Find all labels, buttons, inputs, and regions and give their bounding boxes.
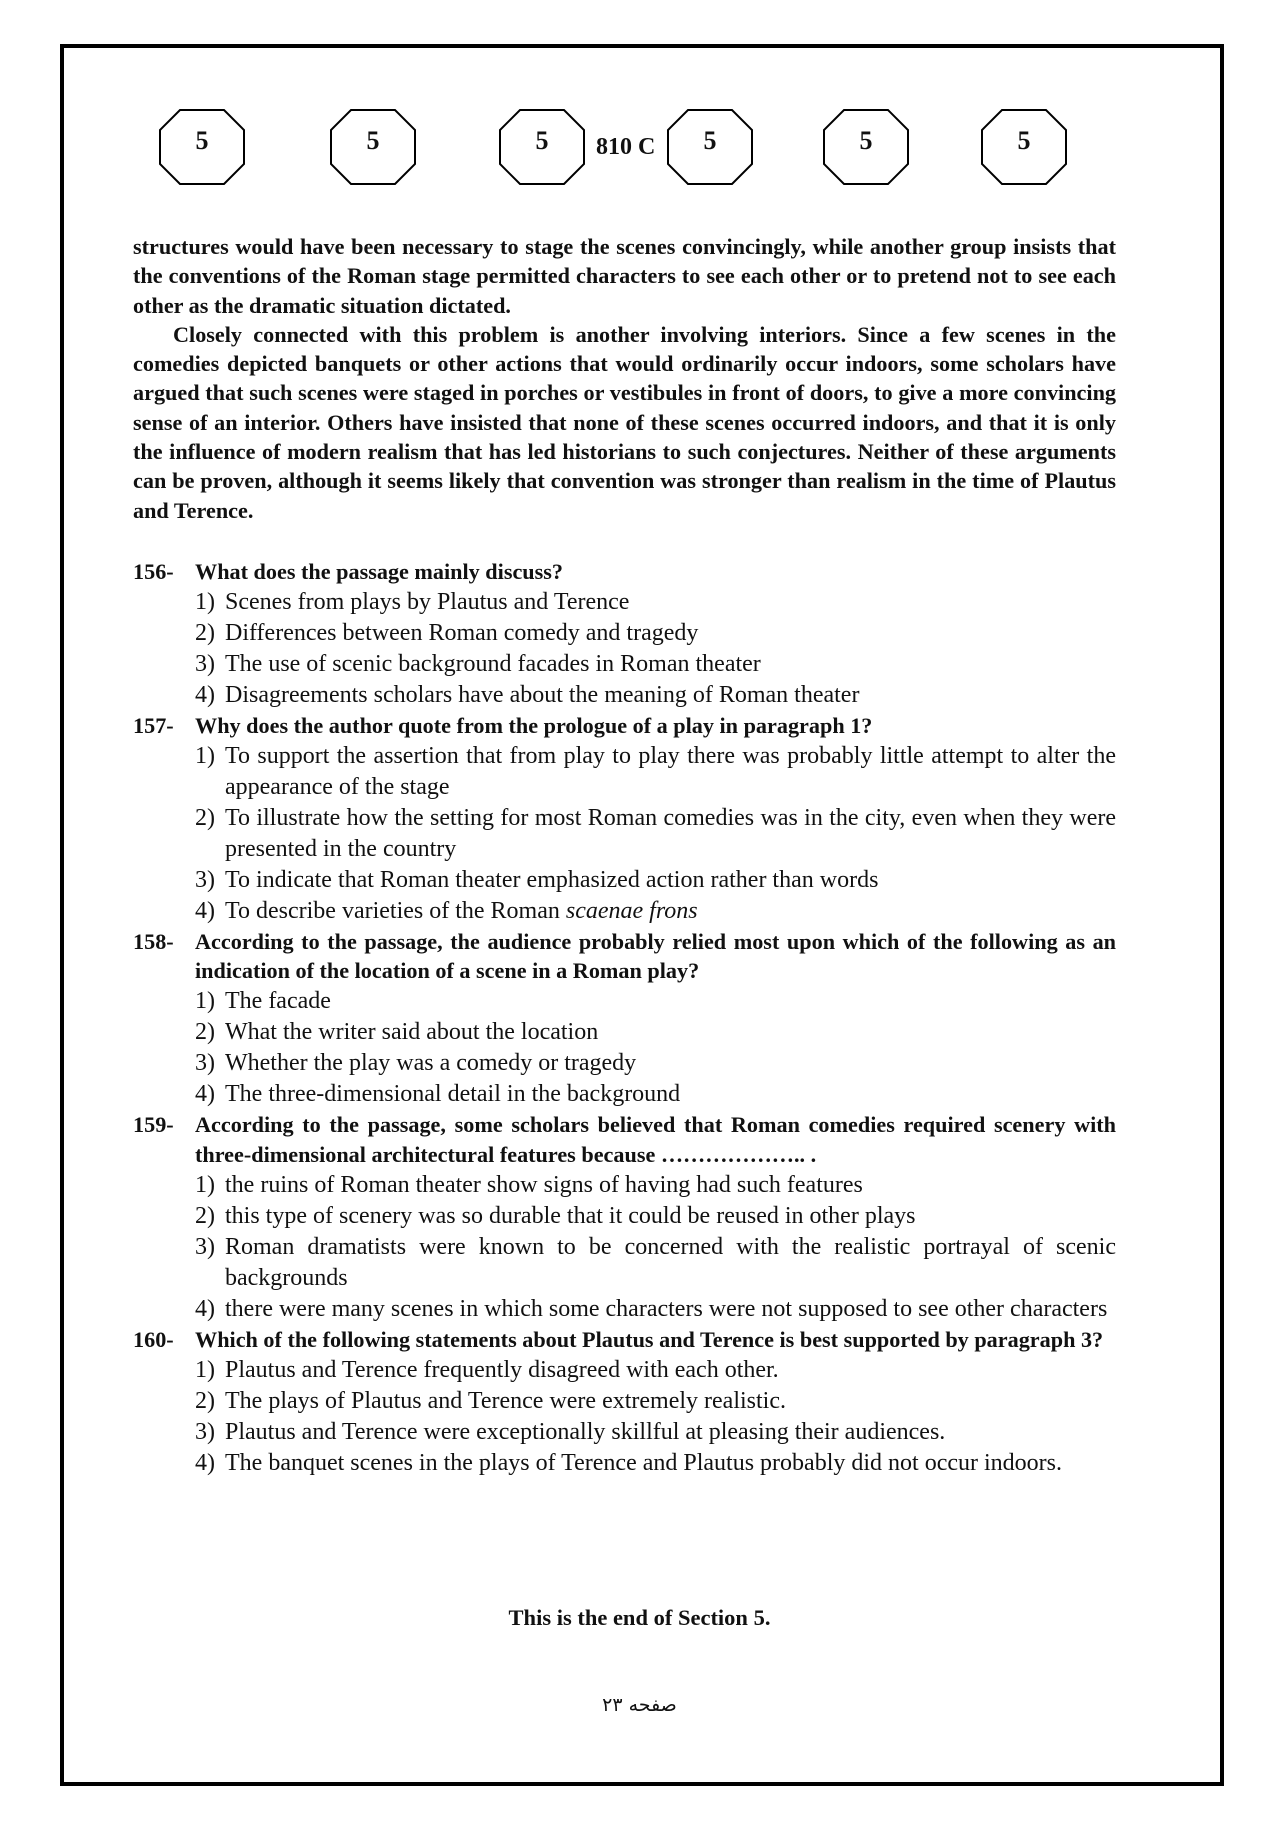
italic-term: scaenae frons <box>565 897 698 924</box>
answer-option[interactable]: 3) Roman dramatists were known to be concerned with the realistic portrayal of scenic backgrounds <box>195 1233 1116 1291</box>
answer-option[interactable]: 4) The three-dimensional detail in the background <box>195 1081 681 1108</box>
question-stem: Which of the following statements about Plautus and Terence is best supported by paragraph 3? <box>195 1326 1104 1352</box>
answer-option[interactable]: 1) To support the assertion that from play to play there was probably little attempt to alter the appearance of the stage <box>195 742 1116 800</box>
section-end-note: This is the end of Section 5. <box>508 1605 771 1630</box>
section-badges <box>0 0 1279 200</box>
answer-option[interactable]: 3) Plautus and Terence were exceptionally skillful at pleasing their audiences. <box>195 1418 946 1445</box>
answer-option[interactable]: 1) The facade <box>195 988 331 1015</box>
booklet-code: 810 C <box>596 134 656 160</box>
answer-option[interactable]: 4) To describe varieties of the Roman scaenae frons <box>195 897 698 924</box>
page-number: صفحه ۲۳ <box>602 1694 677 1716</box>
answer-option[interactable]: 3) To indicate that Roman theater emphasized action rather than words <box>195 866 879 893</box>
question-number: 157- <box>133 712 174 738</box>
answer-option[interactable]: 1) the ruins of Roman theater show signs of having had such features <box>195 1171 863 1198</box>
answer-option[interactable]: 4) The banquet scenes in the plays of Terence and Plautus probably did not occur indoors. <box>195 1449 1062 1476</box>
question-156 <box>133 557 1116 711</box>
answer-option[interactable]: 4) there were many scenes in which some characters were not supposed to see other characters <box>195 1295 1108 1322</box>
section-badge <box>158 108 246 186</box>
answer-option[interactable]: 2) What the writer said about the location <box>195 1019 599 1046</box>
badge-number: 5 <box>195 126 209 155</box>
answer-option[interactable]: 1) Scenes from plays by Plautus and Terence <box>195 588 630 615</box>
answer-option[interactable]: 2) To illustrate how the setting for most Roman comedies was in the city, even when they were presented in the country <box>195 804 1116 862</box>
answer-option[interactable]: 3) Whether the play was a comedy or tragedy <box>195 1050 637 1077</box>
answer-option[interactable]: 2) Differences between Roman comedy and tragedy <box>195 619 699 646</box>
question-number: 160- <box>133 1326 174 1352</box>
answer-option[interactable]: 4) Disagreements scholars have about the meaning of Roman theater <box>195 681 860 708</box>
passage-paragraph: Closely connected with this problem is another involving interiors. Since a few scenes in the comedies depicted banquets or other actions that would ordinarily occur indoors, some scholars have argued that such scenes were staged in porches or vestibules in front of doors, to give a more convincing sense of an interior. Others have insisted that none of these scenes occurred indoors, and that it is only the influence of modern realism that has led historians to such conjectures. Neither of these arguments can be proven, although it seems likely that convention was stronger than realism in the time of Plautus and Terence. <box>133 321 1116 523</box>
question-stem: Why does the author quote from the prologue of a play in paragraph 1? <box>195 712 873 738</box>
answer-option[interactable]: 1) Plautus and Terence frequently disagreed with each other. <box>195 1356 779 1383</box>
answer-option[interactable]: 3) The use of scenic background facades in Roman theater <box>195 650 761 677</box>
badge-number: 5 <box>366 126 380 155</box>
question-160 <box>133 1325 1116 1479</box>
question-stem: What does the passage mainly discuss? <box>195 558 564 584</box>
passage-paragraph: structures would have been necessary to stage the scenes convincingly, while another group insists that the conventions of the Roman stage permitted characters to see each other or to pretend not to see each other as the dramatic situation dictated. <box>133 234 1116 318</box>
question-number: 159- <box>133 1112 174 1138</box>
question-stem: According to the passage, the audience probably relied most upon which of the following as an indication of the location of a scene in a Roman play? <box>195 928 1116 984</box>
question-number: 158- <box>133 928 174 954</box>
question-158 <box>133 927 1116 1111</box>
badge-number: 5 <box>1017 126 1031 155</box>
section-badge <box>822 108 910 186</box>
question-stem: According to the passage, some scholars believed that Roman comedies required scenery with three-dimensional architectural features because ……………….. . <box>195 1112 1116 1167</box>
section-badge <box>666 108 754 186</box>
badge-number: 5 <box>859 126 873 155</box>
section-badge <box>329 108 417 186</box>
question-number: 156- <box>133 558 174 584</box>
question-157 <box>133 711 1116 927</box>
reading-passage <box>133 232 1116 525</box>
answer-option[interactable]: 2) The plays of Plautus and Terence were extremely realistic. <box>195 1387 786 1414</box>
question-159 <box>133 1110 1116 1325</box>
answer-option[interactable]: 2) this type of scenery was so durable that it could be reused in other plays <box>195 1202 916 1229</box>
page-content <box>133 232 1116 1479</box>
badge-number: 5 <box>703 126 717 155</box>
section-badge <box>980 108 1068 186</box>
section-badge <box>498 108 586 186</box>
badge-number: 5 <box>535 126 549 155</box>
question-list <box>133 557 1116 1479</box>
